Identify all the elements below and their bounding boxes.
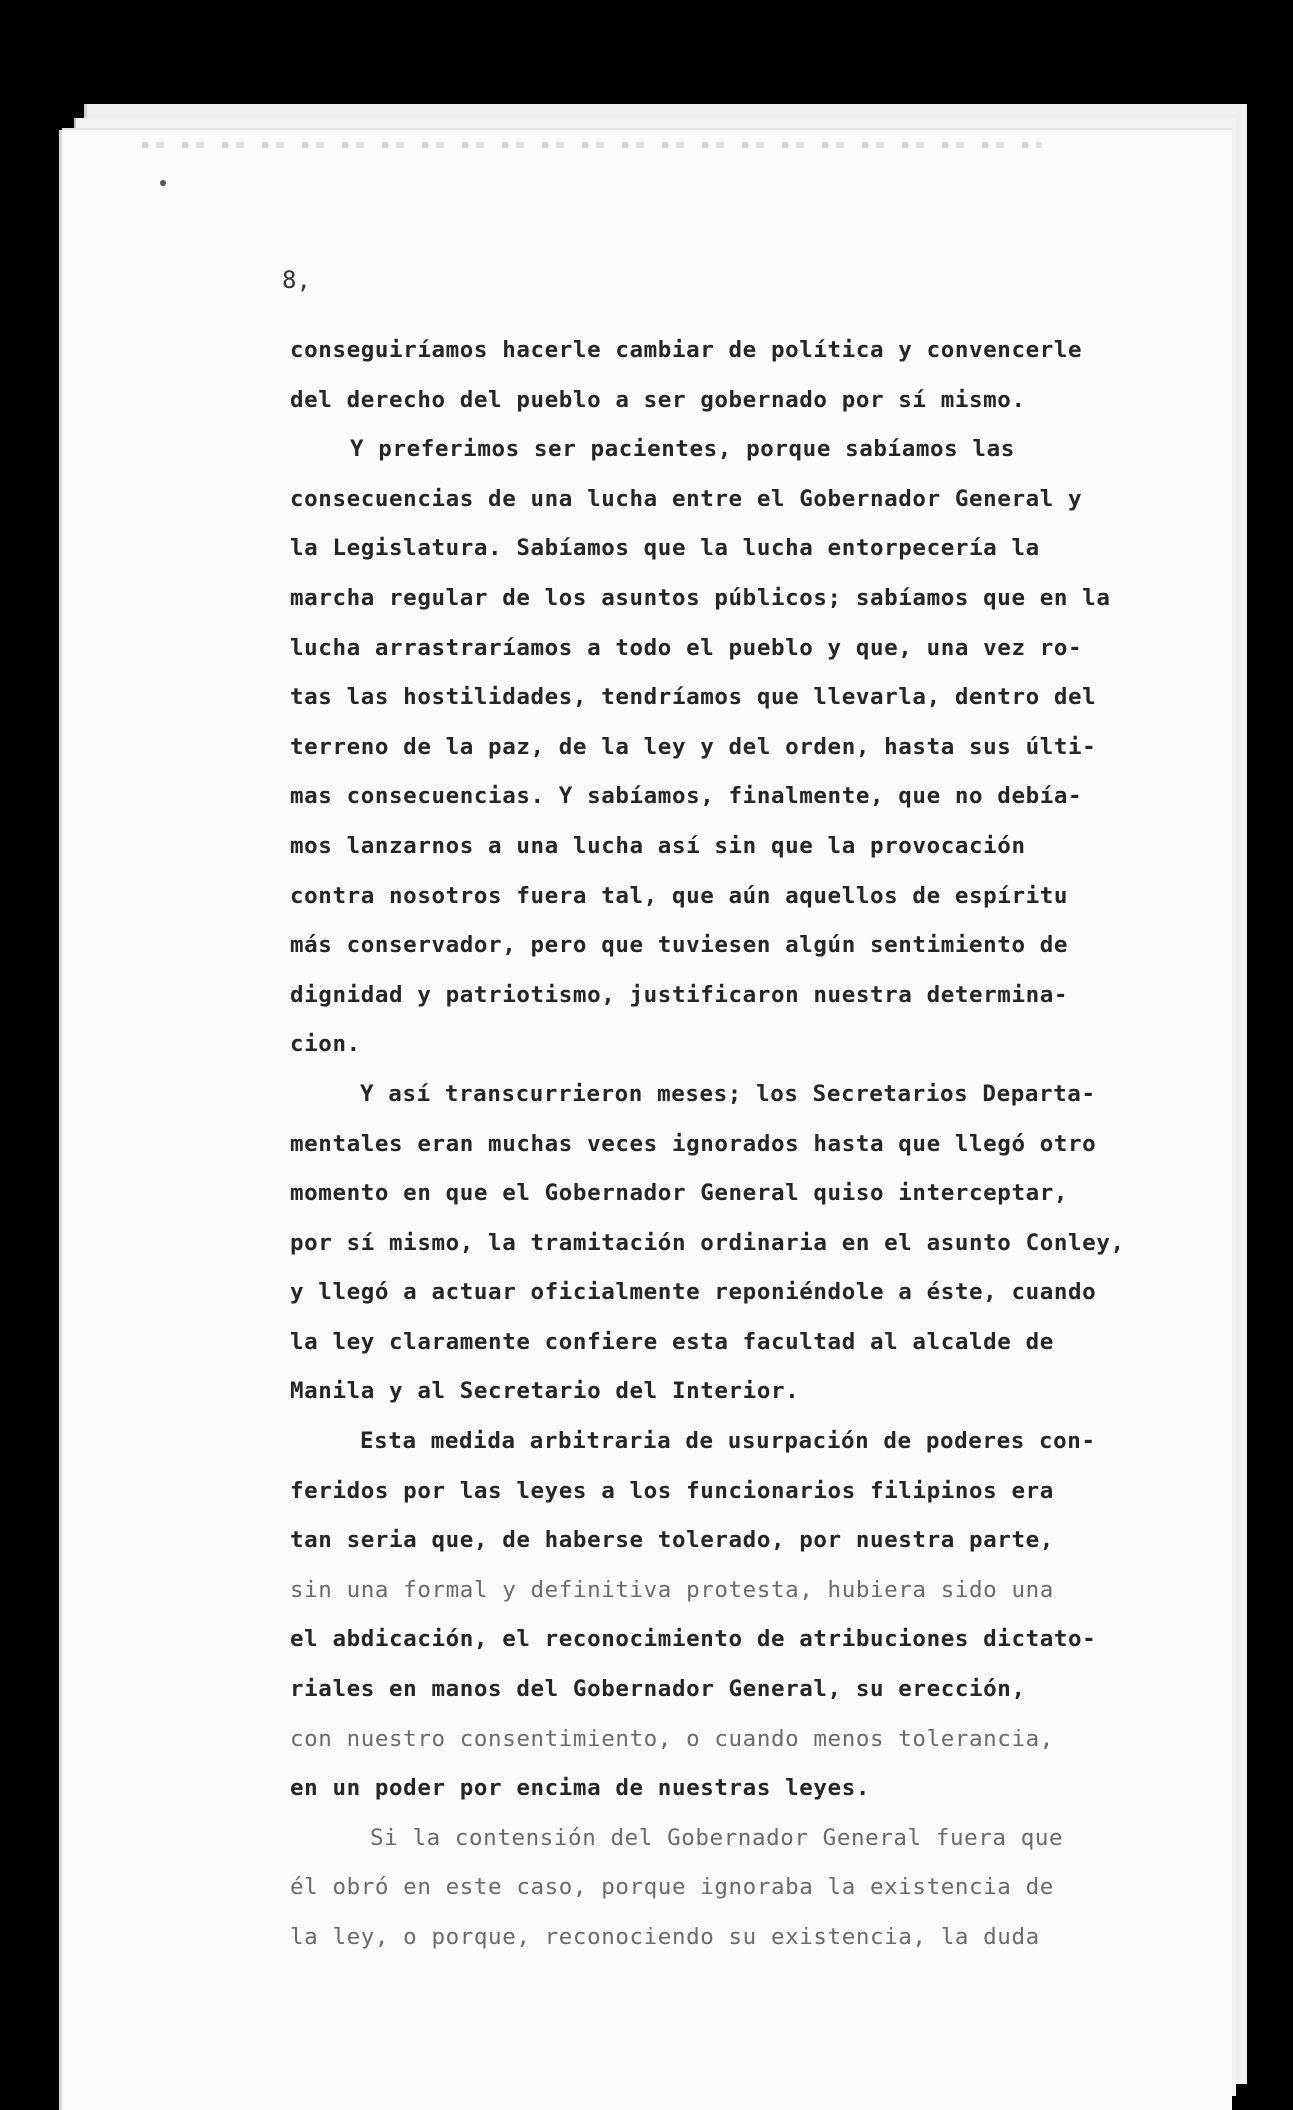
text-line: cion. bbox=[290, 1031, 361, 1058]
text-line: dignidad y patriotismo, justificaron nuestra determina- bbox=[290, 981, 1069, 1008]
text-line: por sí mismo, la tramitación ordinaria en el asunto Conley, bbox=[290, 1229, 1125, 1256]
text-line: en un poder por encima de nuestras leyes. bbox=[290, 1775, 870, 1802]
ink-dot bbox=[160, 180, 166, 186]
page-number: 8, bbox=[282, 266, 311, 294]
text-line: Y preferimos ser pacientes, porque sabíamos las bbox=[350, 436, 1015, 463]
text-line: el abdicación, el reconocimiento de atribuciones dictato- bbox=[290, 1626, 1097, 1653]
document-page bbox=[62, 130, 1232, 2110]
text-line: tan seria que, de haberse tolerado, por nuestra parte, bbox=[290, 1527, 1054, 1554]
text-line: terreno de la paz, de la ley y del orden, hasta sus últi- bbox=[290, 733, 1097, 760]
text-line: más conservador, pero que tuviesen algún sentimiento de bbox=[290, 932, 1069, 959]
body-text bbox=[290, 326, 1150, 1963]
text-line: la Legislatura. Sabíamos que la lucha entorpecería la bbox=[290, 535, 1040, 562]
text-line: del derecho del pueblo a ser gobernado por sí mismo. bbox=[290, 386, 1026, 413]
text-line: marcha regular de los asuntos públicos; sabíamos que en la bbox=[290, 584, 1111, 611]
text-line: conseguiríamos hacerle cambiar de política y convencerle bbox=[290, 337, 1083, 363]
text-line: Esta medida arbitraria de usurpación de poderes con- bbox=[360, 1428, 1096, 1455]
text-line: mas consecuencias. Y sabíamos, finalmente, que no debía- bbox=[290, 783, 1083, 810]
top-smudge bbox=[142, 142, 1042, 148]
text-line: riales en manos del Gobernador General, su erección, bbox=[290, 1676, 1026, 1703]
text-line: sin una formal y definitiva protesta, hubiera sido una bbox=[290, 1576, 1054, 1603]
text-line: la ley claramente confiere esta facultad al alcalde de bbox=[290, 1328, 1054, 1355]
text-line: mos lanzarnos a una lucha así sin que la provocación bbox=[290, 832, 1026, 859]
text-line: Y así transcurrieron meses; los Secretarios Departa- bbox=[360, 1080, 1096, 1107]
text-line: él obró en este caso, porque ignoraba la existencia de bbox=[290, 1874, 1054, 1901]
text-line: feridos por las leyes a los funcionarios filipinos era bbox=[290, 1477, 1054, 1504]
text-line: y llegó a actuar oficialmente reponiéndole a éste, cuando bbox=[290, 1279, 1097, 1306]
text-line: Manila y al Secretario del Interior. bbox=[290, 1378, 800, 1405]
text-line: consecuencias de una lucha entre el Gobernador General y bbox=[290, 485, 1083, 512]
text-line: con nuestro consentimiento, o cuando menos tolerancia, bbox=[290, 1725, 1054, 1752]
text-line: Si la contensión del Gobernador General fuera que bbox=[370, 1824, 1064, 1851]
text-line: mentales eran muchas veces ignorados hasta que llegó otro bbox=[290, 1130, 1097, 1157]
text-line: lucha arrastraríamos a todo el pueblo y que, una vez ro- bbox=[290, 634, 1083, 661]
text-line: la ley, o porque, reconociendo su existencia, la duda bbox=[290, 1924, 1040, 1950]
text-line: contra nosotros fuera tal, que aún aquellos de espíritu bbox=[290, 882, 1069, 909]
text-line: tas las hostilidades, tendríamos que llevarla, dentro del bbox=[290, 684, 1097, 711]
text-line: momento en que el Gobernador General quiso interceptar, bbox=[290, 1180, 1069, 1207]
